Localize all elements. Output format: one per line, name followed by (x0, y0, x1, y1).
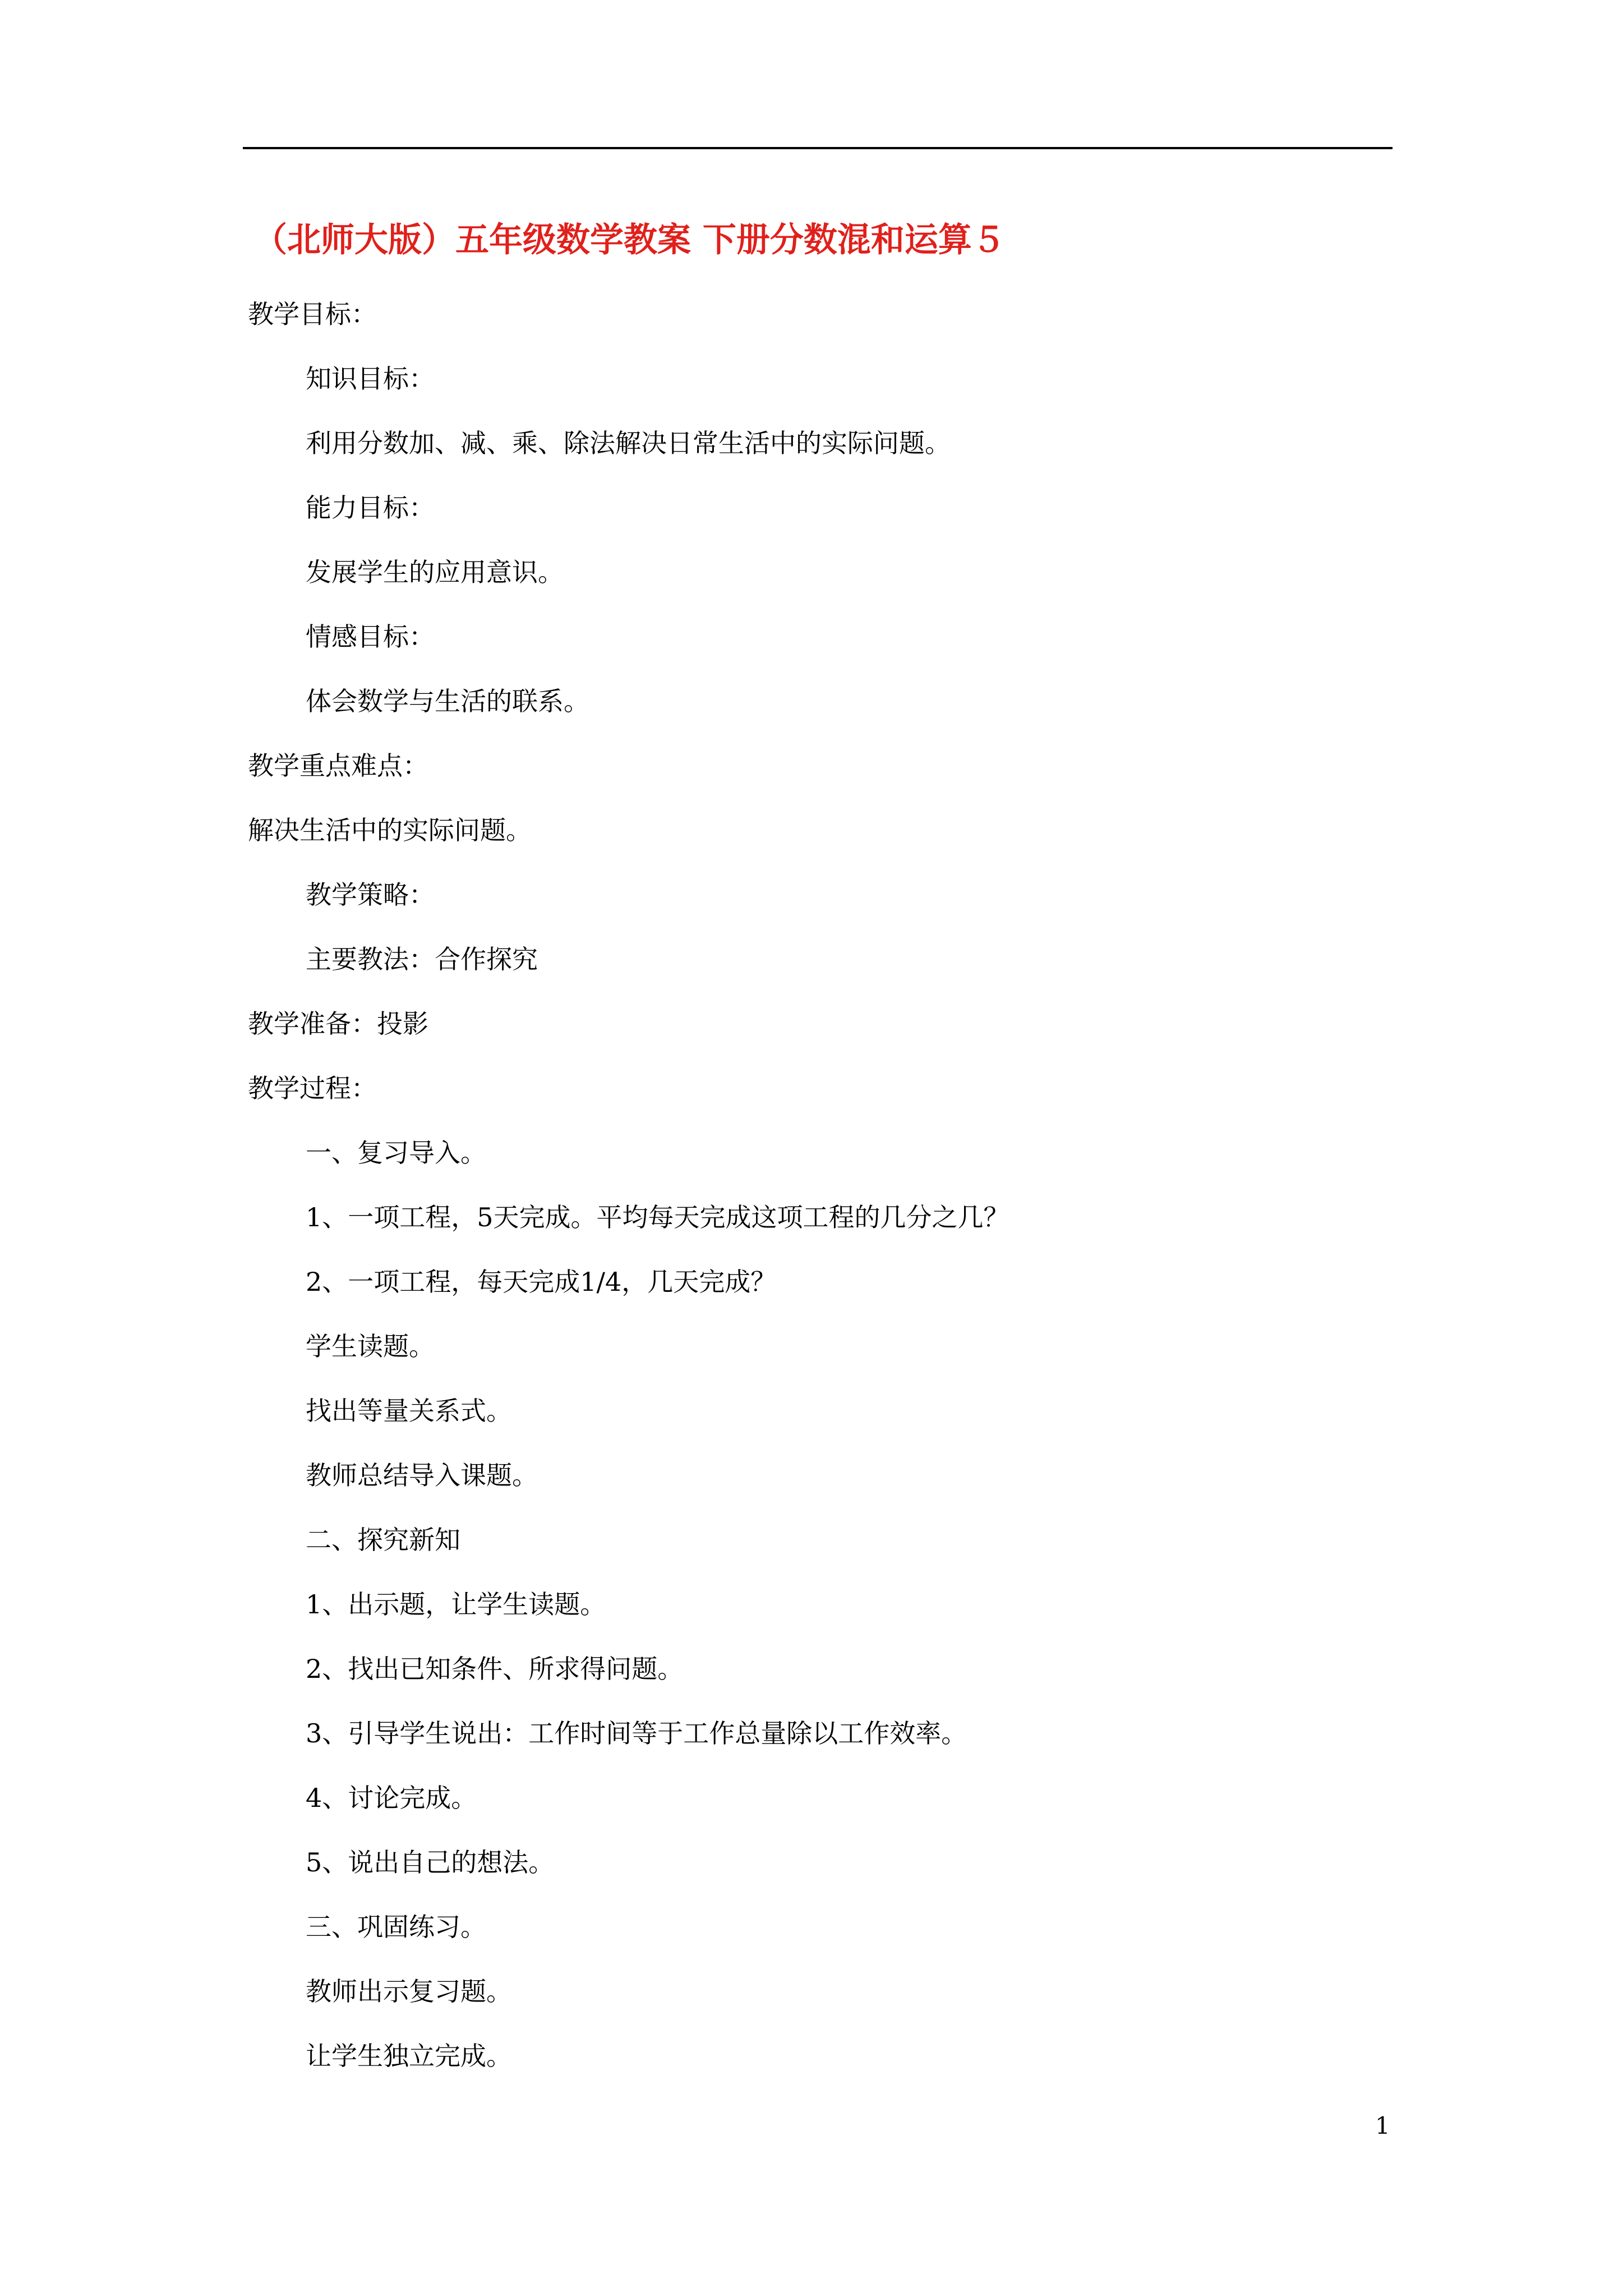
body-line: 教学策略： (306, 880, 435, 910)
body-line: 2、一项工程，每天完成1/4，几天完成？ (306, 1267, 777, 1297)
body-line: 4、讨论完成。 (306, 1783, 477, 1813)
body-line: 学生读题。 (306, 1331, 435, 1361)
body-line: 一、复习导入。 (306, 1138, 486, 1168)
body-line: 1、一项工程，5天完成。平均每天完成这项工程的几分之几？ (306, 1202, 1009, 1232)
body-line: 情感目标： (306, 622, 435, 652)
body-line: 2、找出已知条件、所求得问题。 (306, 1654, 684, 1684)
body-line: 3、引导学生说出：工作时间等于工作总量除以工作效率。 (306, 1718, 967, 1749)
body-line: 教学过程： (248, 1073, 377, 1103)
body-line: 解决生活中的实际问题。 (248, 815, 532, 845)
body-line: 教师总结导入课题。 (306, 1460, 538, 1490)
document-title: （北师大版）五年级数学教案 下册分数混和运算５ (253, 220, 1006, 260)
body-line: 主要教法：合作探究 (306, 944, 538, 974)
body-line: 让学生独立完成。 (306, 2041, 512, 2071)
body-line: 能力目标： (306, 493, 435, 523)
body-line: 二、探究新知 (306, 1525, 460, 1555)
body-line: 教学重点难点： (248, 751, 428, 781)
body-line: 教学目标： (248, 299, 377, 329)
header-rule (243, 147, 1393, 149)
body-line: 教师出示复习题。 (306, 1976, 512, 2007)
body-line: 发展学生的应用意识。 (306, 557, 564, 587)
body-line: 找出等量关系式。 (306, 1396, 512, 1426)
page-number: 1 (1375, 2112, 1390, 2139)
body-line: 知识目标： (306, 364, 435, 394)
body-line: 5、说出自己的想法。 (306, 1847, 555, 1878)
body-line: 1、出示题，让学生读题。 (306, 1589, 606, 1619)
body-line: 三、巩固练习。 (306, 1912, 486, 1942)
body-line: 利用分数加、减、乘、除法解决日常生活中的实际问题。 (306, 428, 951, 458)
body-line: 体会数学与生活的联系。 (306, 686, 589, 716)
body-line: 教学准备：投影 (248, 1009, 428, 1039)
